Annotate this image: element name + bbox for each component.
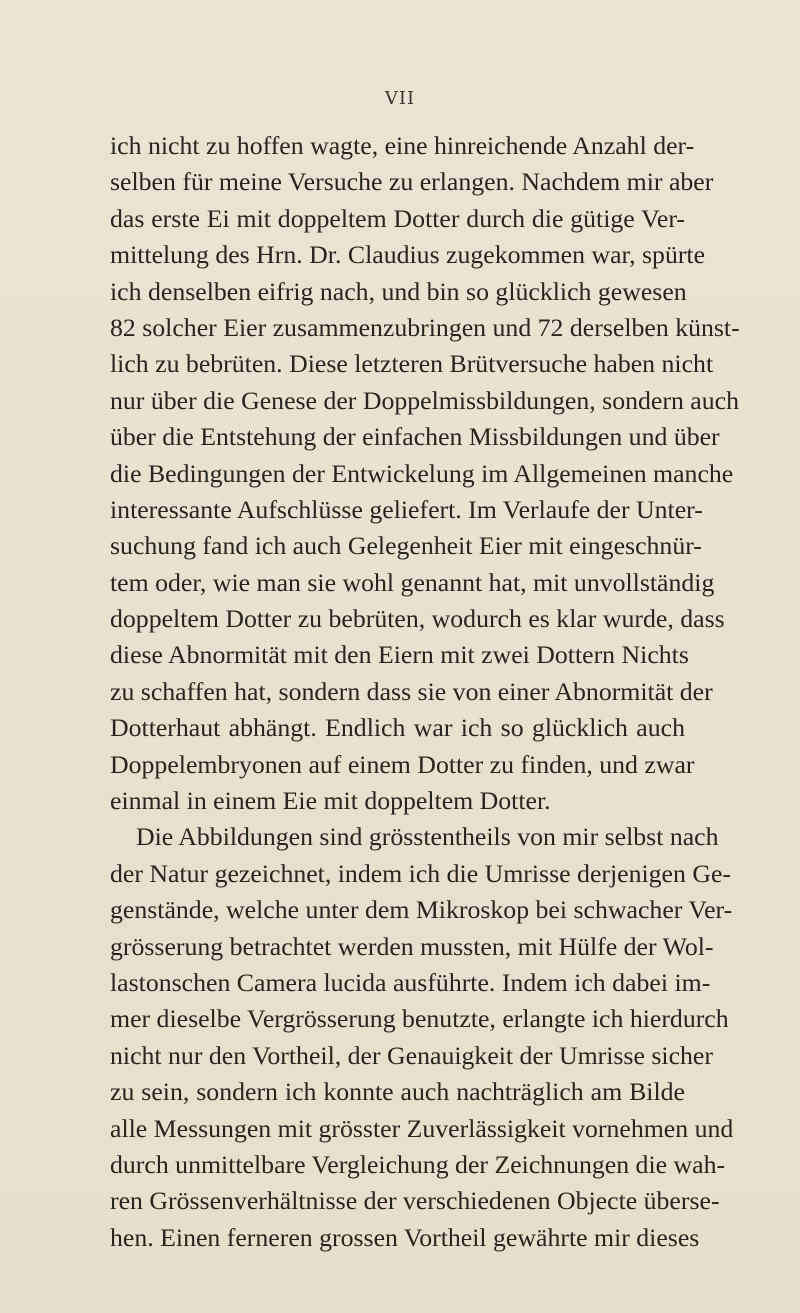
page-number: VII xyxy=(384,88,416,109)
text-line: nicht nur den Vortheil, der Genauigkeit der Umrisse sicher xyxy=(110,1040,713,1070)
text-line: zu schaffen hat, sondern dass sie von einer Abnormität der xyxy=(110,676,713,706)
text-line: mer dieselbe Vergrösserung benutzte, erlangte ich hierdurch xyxy=(110,1004,729,1034)
text-line: grösserung betrachtet werden mussten, mit Hülfe der Wol- xyxy=(110,931,714,961)
text-line: mittelung des Hrn. Dr. Claudius zugekommen war, spürte xyxy=(110,240,706,270)
text-line: ich denselben eifrig nach, und bin so glücklich gewesen xyxy=(110,276,687,306)
text-line: lastonschen Camera lucida ausführte. Indem ich dabei im- xyxy=(110,967,711,997)
text-line: ren Grössenverhältnisse der verschiedenen Objecte überse- xyxy=(110,1186,720,1216)
text-line: nur über die Genese der Doppelmissbildungen, sondern auch xyxy=(110,385,739,415)
paragraph-1 xyxy=(110,128,740,819)
text-line: das erste Ei mit doppeltem Dotter durch die gütige Ver- xyxy=(110,203,685,233)
text-line: genstände, welche unter dem Mikroskop bei schwacher Ver- xyxy=(110,895,733,925)
text-line: durch unmittelbare Vergleichung der Zeichnungen die wah- xyxy=(110,1149,726,1179)
text-line: Die Abbildungen sind grösstentheils von mir selbst nach xyxy=(136,822,719,852)
text-line: Dotterhaut abhängt. Endlich war ich so glücklich auch xyxy=(110,713,685,743)
text-line: die Bedingungen der Entwickelung im Allgemeinen manche xyxy=(110,458,734,488)
body-text xyxy=(110,128,740,1256)
text-line: doppeltem Dotter zu bebrüten, wodurch es klar wurde, dass xyxy=(110,604,725,634)
text-line: tem oder, wie man sie wohl genannt hat, mit unvollständig xyxy=(110,567,715,597)
text-line: der Natur gezeichnet, indem ich die Umrisse derjenigen Ge- xyxy=(110,858,732,888)
text-line: 82 solcher Eier zusammenzubringen und 72 derselben künst- xyxy=(110,312,740,342)
text-line: über die Entstehung der einfachen Missbildungen und über xyxy=(110,422,720,452)
text-line: alle Messungen mit grösster Zuverlässigkeit vornehmen und xyxy=(110,1113,734,1143)
text-line: suchung fand ich auch Gelegenheit Eier mit eingeschnür- xyxy=(110,531,702,561)
text-line: Doppelembryonen auf einem Dotter zu finden, und zwar xyxy=(110,749,695,779)
paragraph-2 xyxy=(110,819,734,1256)
text-line: einmal in einem Eie mit doppeltem Dotter. xyxy=(110,786,551,816)
text-line: interessante Aufschlüsse geliefert. Im Verlaufe der Unter- xyxy=(110,494,703,524)
text-line: lich zu bebrüten. Diese letzteren Brütversuche haben nicht xyxy=(110,349,714,379)
text-line: diese Abnormität mit den Eiern mit zwei Dottern Nichts xyxy=(110,640,689,670)
text-line: ich nicht zu hoffen wagte, eine hinreichende Anzahl der- xyxy=(110,131,695,160)
text-line: zu sein, sondern ich konnte auch nachträglich am Bilde xyxy=(110,1077,685,1107)
text-line: selben für meine Versuche zu erlangen. Nachdem mir aber xyxy=(110,167,714,197)
text-line: hen. Einen ferneren grossen Vortheil gewährte mir dieses xyxy=(110,1222,700,1252)
